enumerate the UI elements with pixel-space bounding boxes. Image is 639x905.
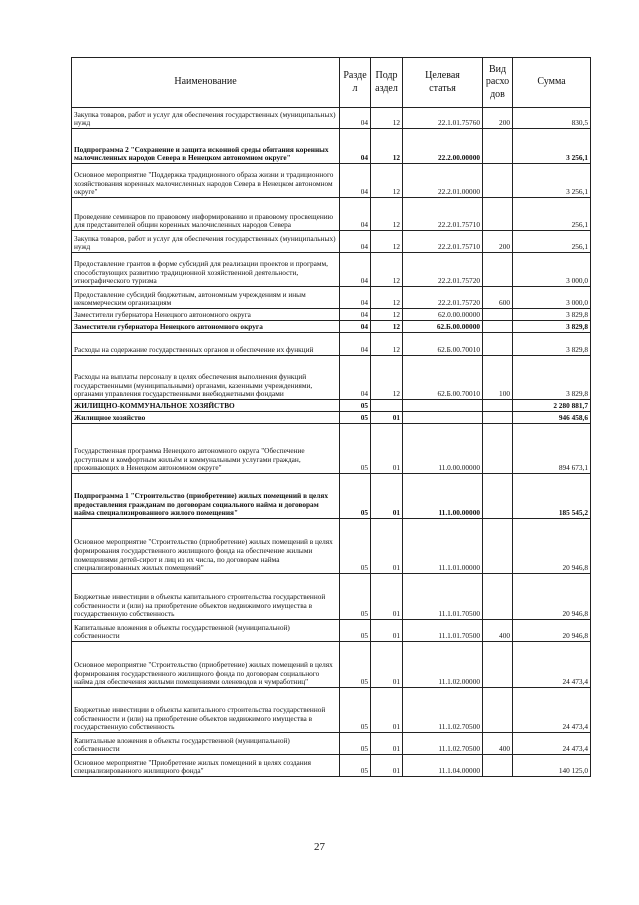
- cell-name: Капитальные вложения в объекты государственной (муниципальной) собственности: [72, 620, 340, 642]
- cell-target: 11.1.02.70500: [403, 733, 483, 755]
- cell-sum: 20 946,8: [513, 519, 591, 574]
- cell-name: Закупка товаров, работ и услуг для обеспечения государственных (муниципальных) нужд: [72, 108, 340, 129]
- cell-sum: 3 256,1: [513, 164, 591, 198]
- cell-subsection: 01: [371, 519, 403, 574]
- table-row: [72, 108, 591, 129]
- table-row: [72, 253, 591, 287]
- table-row: [72, 164, 591, 198]
- table-row: [72, 424, 591, 474]
- cell-sum: 256,1: [513, 198, 591, 231]
- col-header-sum: Сумма: [513, 58, 591, 108]
- cell-exp-type: [483, 688, 513, 733]
- cell-section: 04: [340, 309, 371, 321]
- cell-section: 05: [340, 474, 371, 519]
- cell-name: Основное мероприятие "Поддержка традиционного образа жизни и традиционного хозяйствования коренных малочисленных народов Севера в Ненецком автономном округе": [72, 164, 340, 198]
- cell-subsection: 12: [371, 253, 403, 287]
- cell-section: 04: [340, 231, 371, 253]
- table-row: [72, 333, 591, 356]
- cell-target: 11.1.04.00000: [403, 755, 483, 777]
- cell-section: 05: [340, 424, 371, 474]
- col-header-subsection: Подр аздел: [371, 58, 403, 108]
- cell-exp-type: [483, 574, 513, 620]
- cell-subsection: 01: [371, 733, 403, 755]
- table-row: [72, 755, 591, 777]
- cell-sum: 24 473,4: [513, 733, 591, 755]
- cell-subsection: 01: [371, 574, 403, 620]
- cell-target: 11.1.02.00000: [403, 642, 483, 688]
- cell-target: 22.2.01.75720: [403, 253, 483, 287]
- cell-sum: 3 829,8: [513, 356, 591, 400]
- cell-sum: 3 829,8: [513, 321, 591, 333]
- cell-target: 22.2.01.75710: [403, 231, 483, 253]
- cell-name: Заместители губернатора Ненецкого автономного округа: [72, 309, 340, 321]
- cell-exp-type: [483, 412, 513, 424]
- cell-sum: 894 673,1: [513, 424, 591, 474]
- table-row: [72, 733, 591, 755]
- cell-subsection: 12: [371, 108, 403, 129]
- cell-sum: 830,5: [513, 108, 591, 129]
- cell-sum: 140 125,0: [513, 755, 591, 777]
- cell-subsection: 01: [371, 424, 403, 474]
- cell-section: 04: [340, 321, 371, 333]
- cell-name: Заместители губернатора Ненецкого автономного округа: [72, 321, 340, 333]
- cell-section: 04: [340, 129, 371, 164]
- cell-exp-type: [483, 755, 513, 777]
- cell-exp-type: [483, 253, 513, 287]
- cell-name: Проведение семинаров по правовому информированию и правовому просвещению для представителей общин коренных малочисленных народов Севера: [72, 198, 340, 231]
- cell-section: 04: [340, 356, 371, 400]
- cell-name: Бюджетные инвестиции в объекты капитального строительства государственной собственности и (или) на приобретение объектов недвижимого имущества в государственную собственность: [72, 574, 340, 620]
- cell-section: 04: [340, 108, 371, 129]
- cell-target: 11.1.00.00000: [403, 474, 483, 519]
- cell-exp-type: 200: [483, 231, 513, 253]
- cell-target: 22.1.01.75760: [403, 108, 483, 129]
- cell-name: ЖИЛИЩНО-КОММУНАЛЬНОЕ ХОЗЯЙСТВО: [72, 400, 340, 412]
- cell-target: 22.2.01.75720: [403, 287, 483, 309]
- table-row: [72, 198, 591, 231]
- page-number: 27: [314, 841, 325, 853]
- cell-sum: 3 000,0: [513, 253, 591, 287]
- cell-subsection: 12: [371, 321, 403, 333]
- cell-target: [403, 400, 483, 412]
- cell-subsection: 01: [371, 642, 403, 688]
- cell-subsection: 01: [371, 474, 403, 519]
- cell-target: 11.1.01.70500: [403, 574, 483, 620]
- cell-target: [403, 412, 483, 424]
- table-row: [72, 287, 591, 309]
- cell-subsection: 12: [371, 287, 403, 309]
- cell-exp-type: [483, 474, 513, 519]
- cell-sum: 3 829,8: [513, 309, 591, 321]
- cell-section: 04: [340, 287, 371, 309]
- cell-sum: 20 946,8: [513, 620, 591, 642]
- cell-target: 22.2.01.00000: [403, 164, 483, 198]
- cell-exp-type: [483, 400, 513, 412]
- cell-target: 11.1.02.70500: [403, 688, 483, 733]
- table-row: [72, 231, 591, 253]
- cell-exp-type: 600: [483, 287, 513, 309]
- cell-subsection: 12: [371, 164, 403, 198]
- cell-subsection: 12: [371, 198, 403, 231]
- cell-sum: 2 280 881,7: [513, 400, 591, 412]
- cell-section: 05: [340, 400, 371, 412]
- table-row: [72, 474, 591, 519]
- cell-name: Бюджетные инвестиции в объекты капитального строительства государственной собственности и (или) на приобретение объектов недвижимого имущества в государственную собственность: [72, 688, 340, 733]
- cell-section: 05: [340, 519, 371, 574]
- cell-target: 22.2.00.00000: [403, 129, 483, 164]
- cell-exp-type: 200: [483, 108, 513, 129]
- cell-sum: 3 256,1: [513, 129, 591, 164]
- budget-table: [71, 57, 591, 777]
- col-header-name: Наименование: [72, 58, 340, 108]
- cell-section: 05: [340, 688, 371, 733]
- cell-subsection: 12: [371, 356, 403, 400]
- col-header-exp-type: Вид расхо дов: [483, 58, 513, 108]
- cell-name: Государственная программа Ненецкого автономного округа "Обеспечение доступным и комфортным жильём и коммунальными услугами граждан, проживающих в Ненецком автономном округе": [72, 424, 340, 474]
- cell-exp-type: 100: [483, 356, 513, 400]
- cell-target: 11.1.01.00000: [403, 519, 483, 574]
- table-row: [72, 574, 591, 620]
- cell-section: 05: [340, 620, 371, 642]
- cell-sum: 24 473,4: [513, 688, 591, 733]
- table-row: [72, 412, 591, 424]
- cell-exp-type: [483, 198, 513, 231]
- cell-sum: 946 458,6: [513, 412, 591, 424]
- table-row: [72, 620, 591, 642]
- cell-subsection: 01: [371, 620, 403, 642]
- cell-name: Подпрограмма 1 "Строительство (приобретение) жилых помещений в целях предоставления гражданам по договорам социального найма и договорам найма специализированного жилого помещения": [72, 474, 340, 519]
- cell-target: 11.0.00.00000: [403, 424, 483, 474]
- cell-sum: 24 473,4: [513, 642, 591, 688]
- cell-exp-type: [483, 321, 513, 333]
- cell-section: 05: [340, 755, 371, 777]
- cell-name: Расходы на содержание государственных органов и обеспечение их функций: [72, 333, 340, 356]
- table-row: [72, 519, 591, 574]
- cell-name: Основное мероприятие "Приобретение жилых помещений в целях создания специализированного жилищного фонда": [72, 755, 340, 777]
- table-row: [72, 400, 591, 412]
- cell-subsection: 01: [371, 755, 403, 777]
- cell-section: 05: [340, 642, 371, 688]
- cell-exp-type: 400: [483, 620, 513, 642]
- cell-target: 62.Б.00.00000: [403, 321, 483, 333]
- cell-target: 11.1.01.70500: [403, 620, 483, 642]
- cell-subsection: 12: [371, 231, 403, 253]
- cell-section: 04: [340, 198, 371, 231]
- cell-name: Основное мероприятие "Строительство (приобретение) жилых помещений в целях формирования государственного жилищного фонда по договорам социального найма для обеспечения жилыми помещениями оленеводов и чумработниц": [72, 642, 340, 688]
- cell-sum: 3 000,0: [513, 287, 591, 309]
- header-row: [72, 58, 591, 108]
- cell-name: Основное мероприятие "Строительство (приобретение) жилых помещений в целях формирования государственного жилищного фонда на обеспечение жилыми помещениями детей-сирот и лиц из их числа, по договорам найма специализированных жилых помещений": [72, 519, 340, 574]
- cell-section: 05: [340, 733, 371, 755]
- table-row: [72, 642, 591, 688]
- cell-name: Капитальные вложения в объекты государственной (муниципальной) собственности: [72, 733, 340, 755]
- cell-target: 62.Б.00.70010: [403, 356, 483, 400]
- cell-sum: 256,1: [513, 231, 591, 253]
- cell-target: 22.2.01.75710: [403, 198, 483, 231]
- cell-subsection: 01: [371, 412, 403, 424]
- cell-name: Расходы на выплаты персоналу в целях обеспечения выполнения функций государственными (муниципальными) органами, казенными учреждениями, органами управления государственными внебюджетными фондами: [72, 356, 340, 400]
- cell-exp-type: [483, 309, 513, 321]
- cell-section: 04: [340, 164, 371, 198]
- table-row: [72, 309, 591, 321]
- cell-subsection: [371, 400, 403, 412]
- cell-exp-type: [483, 642, 513, 688]
- cell-subsection: 01: [371, 688, 403, 733]
- cell-name: Жилищное хозяйство: [72, 412, 340, 424]
- cell-section: 05: [340, 412, 371, 424]
- cell-exp-type: [483, 129, 513, 164]
- cell-name: Подпрограмма 2 "Сохранение и защита исконной среды обитания коренных малочисленных народов Севера в Ненецком автономном округе": [72, 129, 340, 164]
- cell-exp-type: [483, 519, 513, 574]
- cell-name: Предоставление грантов в форме субсидий для реализации проектов и программ, способствующих развитию традиционной хозяйственной деятельности, этнографического туризма: [72, 253, 340, 287]
- cell-subsection: 12: [371, 129, 403, 164]
- cell-name: Закупка товаров, работ и услуг для обеспечения государственных (муниципальных) нужд: [72, 231, 340, 253]
- col-header-section: Разде л: [340, 58, 371, 108]
- cell-section: 04: [340, 333, 371, 356]
- cell-exp-type: 400: [483, 733, 513, 755]
- cell-sum: 20 946,8: [513, 574, 591, 620]
- cell-subsection: 12: [371, 333, 403, 356]
- cell-subsection: 12: [371, 309, 403, 321]
- cell-target: 62.0.00.00000: [403, 309, 483, 321]
- table-row: [72, 321, 591, 333]
- cell-name: Предоставление субсидий бюджетным, автономным учреждениям и иным некоммерческим организациям: [72, 287, 340, 309]
- cell-section: 05: [340, 574, 371, 620]
- cell-target: 62.Б.00.70010: [403, 333, 483, 356]
- table-row: [72, 688, 591, 733]
- cell-exp-type: [483, 164, 513, 198]
- col-header-target: Целевая статья: [403, 58, 483, 108]
- cell-sum: 3 829,8: [513, 333, 591, 356]
- table-row: [72, 129, 591, 164]
- cell-exp-type: [483, 333, 513, 356]
- cell-exp-type: [483, 424, 513, 474]
- table-row: [72, 356, 591, 400]
- cell-section: 04: [340, 253, 371, 287]
- cell-sum: 185 545,2: [513, 474, 591, 519]
